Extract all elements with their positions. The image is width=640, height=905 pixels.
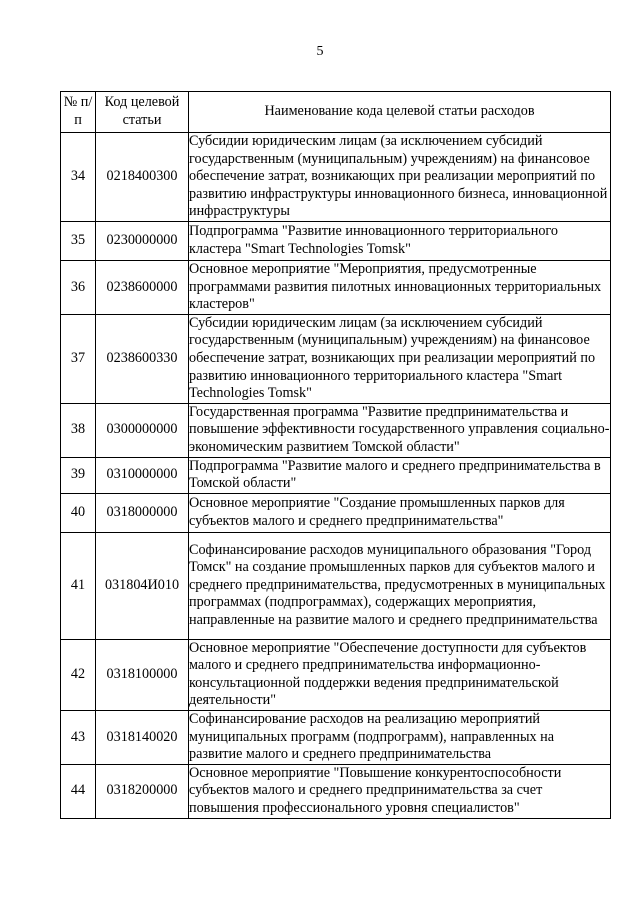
row-code: 0300000000 <box>96 403 189 457</box>
table-row <box>61 764 611 818</box>
row-number: 40 <box>61 493 96 532</box>
row-name: Основное мероприятие "Создание промышленных парков для субъектов малого и среднего предпринимательства" <box>189 493 611 532</box>
table-row <box>61 457 611 493</box>
row-number: 39 <box>61 457 96 493</box>
row-number: 41 <box>61 532 96 639</box>
row-code: 0238600330 <box>96 314 189 403</box>
row-number: 37 <box>61 314 96 403</box>
table-row <box>61 711 611 765</box>
row-number: 44 <box>61 764 96 818</box>
row-name: Государственная программа "Развитие предпринимательства и повышение эффективности государственного управления социально-экономическим развитием Томской области" <box>189 403 611 457</box>
row-code: 0318140020 <box>96 711 189 765</box>
row-code: 0318100000 <box>96 639 189 710</box>
header-name: Наименование кода целевой статьи расходов <box>189 92 611 133</box>
row-name: Основное мероприятие "Обеспечение доступности для субъектов малого и среднего предпринимательства информационно-консультационной поддержки ведения предпринимательской деятельности" <box>189 639 611 710</box>
row-number: 42 <box>61 639 96 710</box>
row-code: 0318000000 <box>96 493 189 532</box>
table-row <box>61 639 611 710</box>
row-name: Подпрограмма "Развитие малого и среднего предпринимательства в Томской области" <box>189 457 611 493</box>
row-name: Субсидии юридическим лицам (за исключением субсидий государственным (муниципальным) учреждениям) на финансовое обеспечение затрат, возникающих при реализации мероприятий по развитию инфраструктуры инновационного бизнеса, инновационной инфраструктуры <box>189 133 611 222</box>
row-code: 0310000000 <box>96 457 189 493</box>
row-code: 031804И010 <box>96 532 189 639</box>
header-number: № п/п <box>61 92 96 133</box>
header-code: Код целевой статьи <box>96 92 189 133</box>
row-code: 0318200000 <box>96 764 189 818</box>
row-code: 0230000000 <box>96 221 189 260</box>
page-number: 5 <box>316 44 324 59</box>
table-row <box>61 133 611 222</box>
table-row <box>61 532 611 639</box>
row-name: Софинансирование расходов на реализацию мероприятий муниципальных программ (подпрограмм), направленных на развитие малого и среднего предпринимательства <box>189 711 611 765</box>
table-row <box>61 314 611 403</box>
table-row <box>61 221 611 260</box>
table-row <box>61 493 611 532</box>
row-code: 0218400300 <box>96 133 189 222</box>
row-name: Основное мероприятие "Повышение конкурентоспособности субъектов малого и среднего предпринимательства за счет повышения профессионального уровня специалистов" <box>189 764 611 818</box>
table-row <box>61 260 611 314</box>
row-name: Подпрограмма "Развитие инновационного территориального кластера "Smart Technologies Tomsk" <box>189 221 611 260</box>
row-number: 38 <box>61 403 96 457</box>
row-name: Субсидии юридическим лицам (за исключением субсидий государственным (муниципальным) учреждениям) на финансовое обеспечение затрат, возникающих при реализации мероприятий по развитию инновационного территориального кластера "Smart Technologies Tomsk" <box>189 314 611 403</box>
row-code: 0238600000 <box>96 260 189 314</box>
row-number: 43 <box>61 711 96 765</box>
row-name: Основное мероприятие "Мероприятия, предусмотренные программами развития пилотных инновационных территориальных кластеров" <box>189 260 611 314</box>
budget-codes-table <box>60 91 611 819</box>
row-name: Софинансирование расходов муниципального образования "Город Томск" на создание промышленных парков для субъектов малого и среднего предпринимательства, предусмотренных в муниципальных программах (подпрограммах), содержащих мероприятия, направленные на развитие малого и среднего предпринимательства <box>189 532 611 639</box>
row-number: 34 <box>61 133 96 222</box>
table-header-row <box>61 92 611 133</box>
table-row <box>61 403 611 457</box>
row-number: 36 <box>61 260 96 314</box>
row-number: 35 <box>61 221 96 260</box>
